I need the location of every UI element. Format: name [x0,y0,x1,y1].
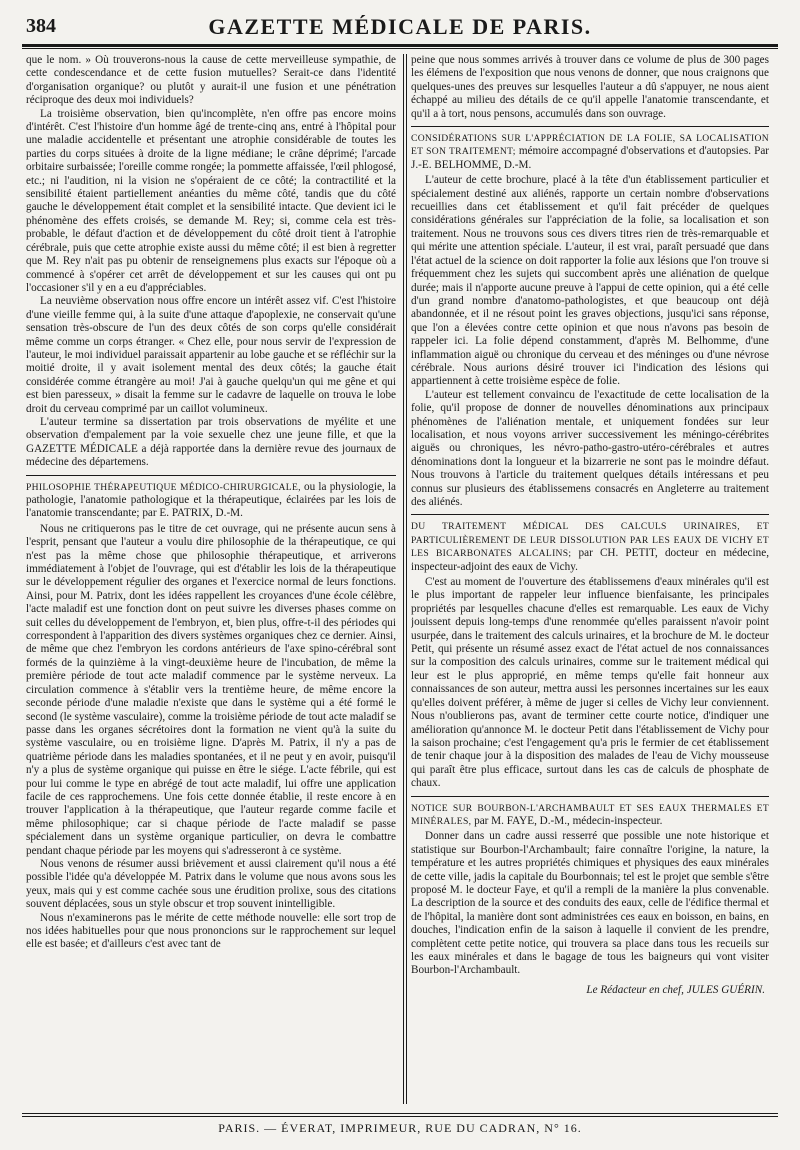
review-title-rest: mémoire accompagné d'observations et d'autopsies. Par J.-E. BELHOMME, D.-M. [411,145,769,171]
journal-title: GAZETTE MÉDICALE DE PARIS. [208,14,592,39]
review-title-caps: CONSIDÉRATIONS SUR L'APPRÉCIATION DE LA FOLIE, SA LOCALISATION ET SON TRAITEMENT; [411,133,769,158]
review-title-caps: PHILOSOPHIE THÉRAPEUTIQUE MÉDICO-CHIRURGICALE, [26,481,301,493]
review-title-caps: DU TRAITEMENT MÉDICAL DES CALCULS URINAIRES, ET PARTICULIÈREMENT DE LEUR DISSOLUTION PAR LES EAUX DE VICHY ET LES BICARBONATES ALCALINS; [411,521,769,560]
paragraph: La neuvième observation nous offre encore un intérêt assez vif. C'est l'histoire d'une vieille femme qui, à la suite d'une attaque d'apoplexie, ne conservait qu'une sensation très-obscure de l'un des deux côtés de son corps qu'elle considérait même comme un corps étranger. « Chez elle, pour nous servir de l'expression de l'auteur, le moi individuel paraissait appartenir au lobe gauche et se réfléchir sur la moitié droite, il y avait isolement mental des deux côtés; la gauche était considérée comme étrangère au moi! J'ai à gauche quelqu'un qui me gêne et qui est bien paresseux, » disait la femme sur le cadavre de laquelle on trouva le lobe droit du cerveau comprimé par un caillot volumineux. [26,295,396,415]
section-rule [411,126,769,127]
page-number: 384 [26,15,56,37]
paragraph: que le nom. » Où trouverons-nous la cause de cette merveilleuse sympathie, de cette condescendance et de cette fusion mutuelles? Serait-ce dans l'identité d'organisation organique? ou plutôt y aurait-il une fusion et une pénétration réciproque des deux moi individuels? [26,54,396,107]
paragraph: Nous ne critiquerons pas le titre de cet ouvrage, qui ne présente aucun sens à l'esprit, pensant que l'auteur a voulu dire philosophie de la thérapeutique, ce qui n'est pas la même chose que philosophie thérapeutique, et arriverons immédiatement à l'objet de l'ouvrage, qui est d'établir les lois de la thérapeutique sur le développement régulier des organes et l'exercice normal de leurs fonctions. Ainsi, pour M. Patrix, dont les idées rappellent les croyances d'une école célèbre, l'acte maladif est une fonction dont on peut suivre les diverses phases comme on suit celles du développement de l'embryon, et, bien plus, offre-t-il des périodes qui correspondent à l'apparition des divers systèmes organiques chez ce dernier. Ainsi, de même que chez l'embryon les cordons antérieurs de l'axe spino-cérébral sont formés de la quinzième à la vingt-deuxième heure de l'incubation, de même la première période de tout acte maladif commence par le système nerveux. La circulation commence à s'établir vers la trentième heure, de même encore la seconde période d'une maladie n'existe que dans le système qui a été formé le second (le système vasculaire), comme la troisième période de tout acte maladif se passe dans les organes sécrétoires dont la formation ne vient qu'à la suite du système vasculaire, ou en troisième ligne. D'après M. Patrix, il n'y a pas de quatrième période dans les maladies spontanées, et il ne peut y en avoir, puisqu'il n'y a plus de système organique qui puisse en être le siége. L'acte fébrile, qui est pour lui comme le type en abrégé de tout acte maladif, lui offre une application facile de ces rapprochemens. Une fois cette donnée établie, il reste encore à en trouver l'application à la thérapeutique, que l'auteur regarde comme facile et même philosophique; car si chaque période de l'acte maladif se passe spécialement dans un système organique particulier, on devra le combattre pendant chaque période par les moyens qui s'adresseront à ce système. [26,522,396,857]
review-title-faye [411,802,769,829]
section-rule [26,475,396,476]
page-header [22,10,778,40]
review-title-rest: par CH. PETIT, docteur en médecine, inspecteur-adjoint des eaux de Vichy. [411,547,769,573]
column-divider [403,54,404,1104]
left-column [26,54,396,1094]
review-title-belhomme [411,132,769,172]
paragraph: L'auteur est tellement convaincu de l'exactitude de cette localisation de la folie, qu'il propose de donner de nouvelles dénominations aux principaux phénomènes de l'aliénation mentale, et uniquement fondées sur leur localisation, et nous voyons arriver successivement les méningo-cérébrites aiguës ou chroniques, les névro-patho-gastro-utéro-cérébrales et autres dénominations dont la longueur et la bizarrerie ne sont pas le moindre défaut. Nous trouvons à l'article du traitement quelques détails intéressans et peu connus sur plusieurs des établissemens consacrés en Angleterre au traitement des aliénés. [411,388,769,508]
review-title-petit [411,520,769,574]
section-rule [411,796,769,797]
review-title-patrix [26,481,396,521]
paragraph: L'auteur termine sa dissertation par trois observations de myélite et une observation d'empalement par la voie sexuelle chez une jeune fille, et que la GAZETTE MÉDICALE a déjà rapportée dans la dernière revue des journaux de médecine des départemens. [26,415,396,469]
paragraph: Donner dans un cadre aussi resserré que possible une note historique et statistique sur Bourbon-l'Archambault; faire connaître l'origine, la nature, la température et les autres propriétés chimiques et physiques des eaux minérales de cette ville, jadis la capitale du Bourbonnais; tel est le projet que semble s'être proposé M. le docteur Faye, et qu'il a rempli de la manière la plus convenable. La description de la source et des conduits des eaux, celle de l'édifice thermal et de l'hôpital, la manière dont sont administrées ces eaux en boisson, en bains, en douches, l'indication enfin de la saison à laquelle il convient de les prendre, complètent cette petite notice, qui trouvera sa place dans tous les recueils sur les eaux minérales et dans le bagage de tous les baigneurs qui vont visiter Bourbon-l'Archambault. [411,830,769,977]
paragraph: Nous n'examinerons pas le mérite de cette méthode nouvelle: elle sort trop de nos idées habituelles pour que nous prononcions sur le rapprochement sur lequel elle est basée; et d'ailleurs c'est avec tant de [26,911,396,951]
section-rule [411,514,769,515]
footer-rule [22,1113,778,1117]
paragraph: L'auteur de cette brochure, placé à la tête d'un établissement particulier et spécialement destiné aux aliénés, rapporte un certain nombre d'observations recueillies dans cet établissement et qu'il fait précéder de quelques considérations générales sur l'appréciation de la folie, sa localisation et son traitement. Nous ne trouvons sous ces divers titres rien de très-remarquable et qui mérite une attention spéciale. L'auteur, il est vrai, paraît persuadé que dans l'état actuel de la science on doit rapporter la folie aux lésions que l'on trouve si fréquemment chez les sujets qui succombent après une aliénation de quelque durée; mais il n'apporte aucune preuve à l'appui de cette opinion, qui a été celle d'un grand nombre d'anatomo-pathologistes, et que beaucoup ont déjà abandonnée, et il ne résout point les graves objections, jusqu'ici sans réponse, que l'on a élevées contre cette opinion et que nous n'avons pas besoin de rappeler ici. La folie dépend constamment, d'après M. Belhomme, d'une inflammation aiguë ou chronique du cerveau et des méninges ou d'une névrose cérébrale. Nous aurions désiré trouver ici l'indication des lésions qui appartiennent à cette troisième espèce de folie. [411,174,769,388]
paragraph: peine que nous sommes arrivés à trouver dans ce volume de plus de 300 pages les élémens de l'exposition que nous venons de donner, que nous craignons que quelques-unes des preuves sur lesquelles l'auteur a dû s'appuyer, ne nous aient échappé au milieu des détails de ce qu'il appelle l'anatomie transcendante, et qu'il a à tort, nous pensons, accumulés dans son ouvrage. [411,54,769,120]
printer-imprint: PARIS. — ÉVERAT, IMPRIMEUR, RUE DU CADRAN, N° 16. [218,1121,582,1135]
right-column [411,54,769,1104]
editor-signature: Le Rédacteur en chef, JULES GUÉRIN. [586,983,765,996]
paragraph: C'est au moment de l'ouverture des établissemens d'eaux minérales qu'il est le plus important de rappeler leur influence bienfaisante, les principales propriétés par lesquelles chacune d'elles est remarquable. Les eaux de Vichy jouissent depuis long-temps d'une renommée qu'elles paraissent n'avoir point usurpée, dans le traitement des calculs urinaires, et la brochure de M. le docteur Petit, qui présente un résumé assez exact de l'état actuel de nos connaissances sur la composition des calculs urinaires, comme sur le traitement médical qui leur est le plus approprié, en même temps qu'elle fait honneur aux connaissances de son auteur, mettra aussi les personnes incertaines sur les eaux qu'elles doivent préférer, à même de juger si celles de Vichy leur conviennent. Nous n'oublierons pas, avant de terminer cette courte notice, d'indiquer une amélioration qu'annonce M. le docteur Petit dans l'établissement de Vichy pour la saison prochaine; c'est l'engagement qu'a pris le fermier de cet établissement de tenir chaque jour à la disposition des malades de l'eau de Vichy mousseuse qui paraît être plus efficace, surtout dans les cas de calculs de phosphate de chaux. [411,576,769,790]
review-title-rest: ou la physiologie, la pathologie, l'anatomie pathologique et la thérapeutique, éclairées par les lois de l'anatomie transcendante; par E. PATRIX, D.-M. [26,480,396,520]
column-divider-inner [406,54,407,1104]
paragraph: La troisième observation, bien qu'incomplète, n'en offre pas encore moins d'intérêt. C'est l'histoire d'un homme âgé de trente-cinq ans, entré à l'hôpital pour une maladie accidentelle et présentant une atrophie considérable de toutes les parties du corps situées à droite de la ligne médiane; le crâne déprimé; l'arcade orbitaire surbaissée; l'oreille comme rongée; la pommette affaissée, l'œil phlogosé, etc.; ni l'audition, ni la vision ne s'opéraient de ce côté; la contractilité et la sensibilité étaient partiellement anéanties du même côté, tandis que du côté gauche le développement était complet et la sensibilité intacte. Que devient ici le phénomène des effets croisés, se demande M. Rey; si, comme cela est très-probable, le défaut d'action et de développement du côté droit tient à l'atrophie cérébrale, puis que cette atrophie existe aussi du même côté; il est bien à regretter que M. Rey n'ait pas pu obtenir de renseignemens plus exacts sur l'époque où a commencé à s'opérer cet arrêt de développement et sur les causes qui ont pu l'occasioner s'il y en a eu d'appréciables. [26,107,396,294]
header-rule [22,44,778,49]
review-title-caps: NOTICE SUR BOURBON-L'ARCHAMBAULT ET SES EAUX THERMALES ET MINÉRALES, [411,802,769,827]
review-title-rest: par M. FAYE, D.-M., médecin-inspecteur. [474,814,663,827]
paragraph: Nous venons de résumer aussi brièvement et aussi clairement qu'il nous a été possible l'idée qu'a développée M. Patrix dans le volume que nous avons sous les yeux, mais qui y est comme cachée sous une érudition prolixe, sous des citations souvent déplacées, sous un style obscur et trop souvent inintelligible. [26,857,396,911]
